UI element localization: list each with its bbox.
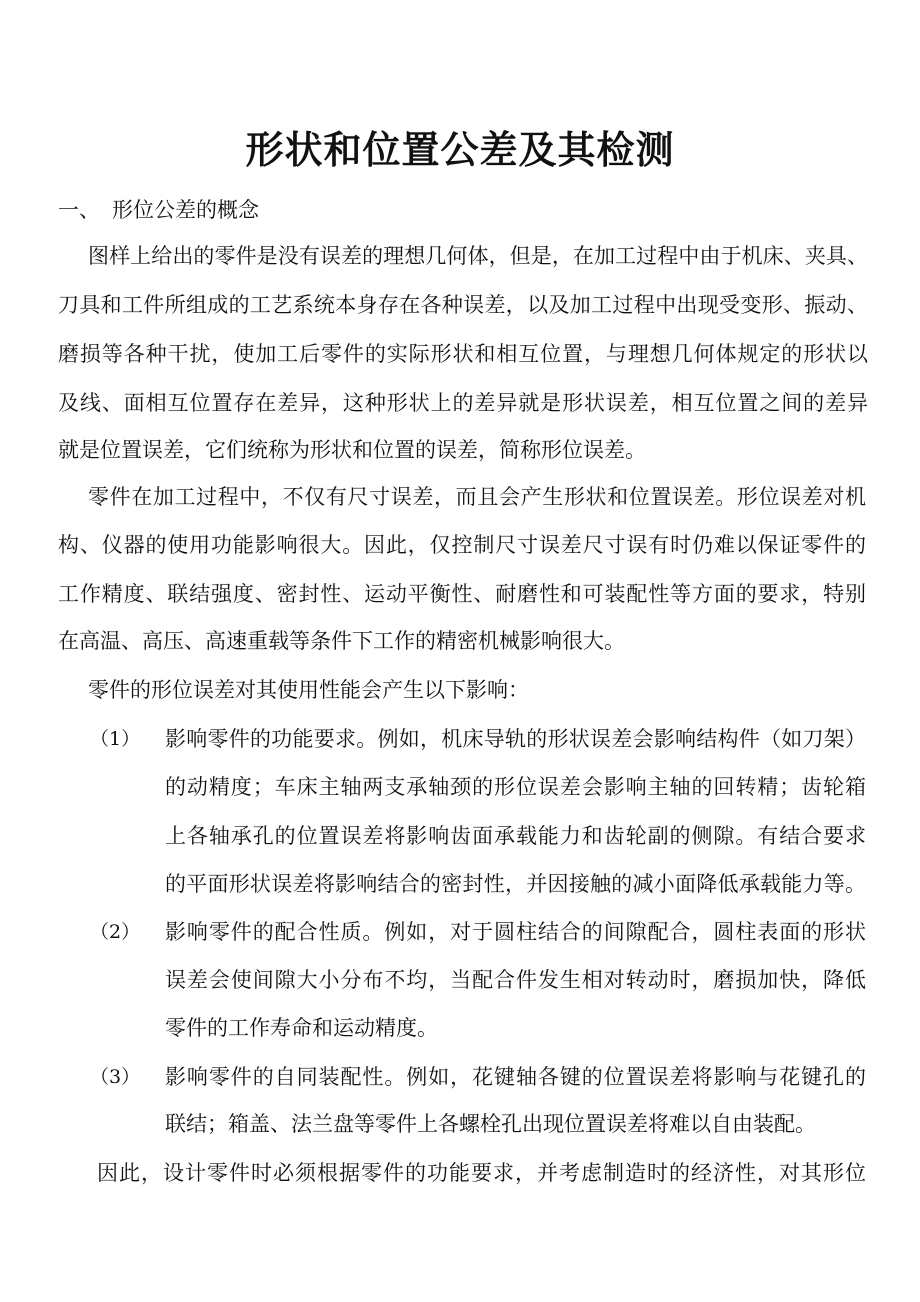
list-item-line: 影响零件的配合性质。例如，对于圆柱结合的间隙配合，圆柱表面的形状 [165,920,866,944]
section-heading: 形位公差的概念 [112,198,259,222]
list-item-line: 误差会使间隙大小分布不均，当配合件发生相对转动时，磨损加快，降低 [165,968,866,992]
paragraph-line: 及线、面相互位置存在差异，这种形状上的差异就是形状误差，相互位置之间的差异 [58,391,868,415]
list-item-line: 上各轴承孔的位置误差将影响齿面承载能力和齿轮副的侧隙。有结合要求 [165,824,866,848]
paragraph-line: 就是位置误差，它们统称为形状和位置的误差，简称形位误差。 [58,438,646,462]
document-title: 形状和位置公差及其检测 [245,127,675,172]
paragraph-line: 零件在加工过程中，不仅有尺寸误差，而且会产生形状和位置误差。形位误差对机 [88,485,866,509]
list-item-line: 影响零件的功能要求。例如，机床导轨的形状误差会影响结构件（如刀架） [165,727,866,751]
list-item-line: 联结；箱盖、法兰盘等零件上各螺栓孔出现位置误差将难以自由装配。 [165,1112,816,1136]
paragraph-line: 在高温、高压、高速重载等条件下工作的精密机械影响很大。 [58,629,625,653]
list-item-number: （1） [90,728,141,750]
paragraph-line: 零件的形位误差对其使用性能会产生以下影响： [88,678,529,702]
list-item-line: 零件的工作寿命和运动精度。 [165,1016,438,1040]
list-item-line: 的动精度；车床主轴两支承轴颈的形位误差会影响主轴的回转精；齿轮箱 [165,775,866,799]
paragraph-line: 构、仪器的使用功能影响很大。因此，仅控制尺寸误差尺寸误有时仍难以保证零件的 [58,533,866,557]
paragraph-line: 图样上给出的零件是没有误差的理想几何体，但是，在加工过程中由于机床、夹具、 [88,244,868,268]
paragraph-line: 磨损等各种干扰，使加工后零件的实际形状和相互位置，与理想几何体规定的形状以 [58,342,868,366]
list-item-line: 的平面形状误差将影响结合的密封性，并因接触的减小面降低承载能力等。 [165,872,866,896]
paragraph-line: 刀具和工件所组成的工艺系统本身存在各种误差，以及加工过程中出现受变形、振动、 [58,293,868,317]
list-item-number: （3） [90,1066,141,1088]
section-number: 一、 [58,198,100,222]
paragraph-line: 工作精度、联结强度、密封性、运动平衡性、耐磨性和可装配性等方面的要求，特别 [58,582,866,606]
list-item-number: （2） [90,921,141,943]
paragraph-line: 因此，设计零件时必须根据零件的功能要求，并考虑制造时的经济性，对其形位 [97,1161,866,1185]
list-item-line: 影响零件的自同装配性。例如，花键轴各键的位置误差将影响与花键孔的 [165,1065,866,1089]
